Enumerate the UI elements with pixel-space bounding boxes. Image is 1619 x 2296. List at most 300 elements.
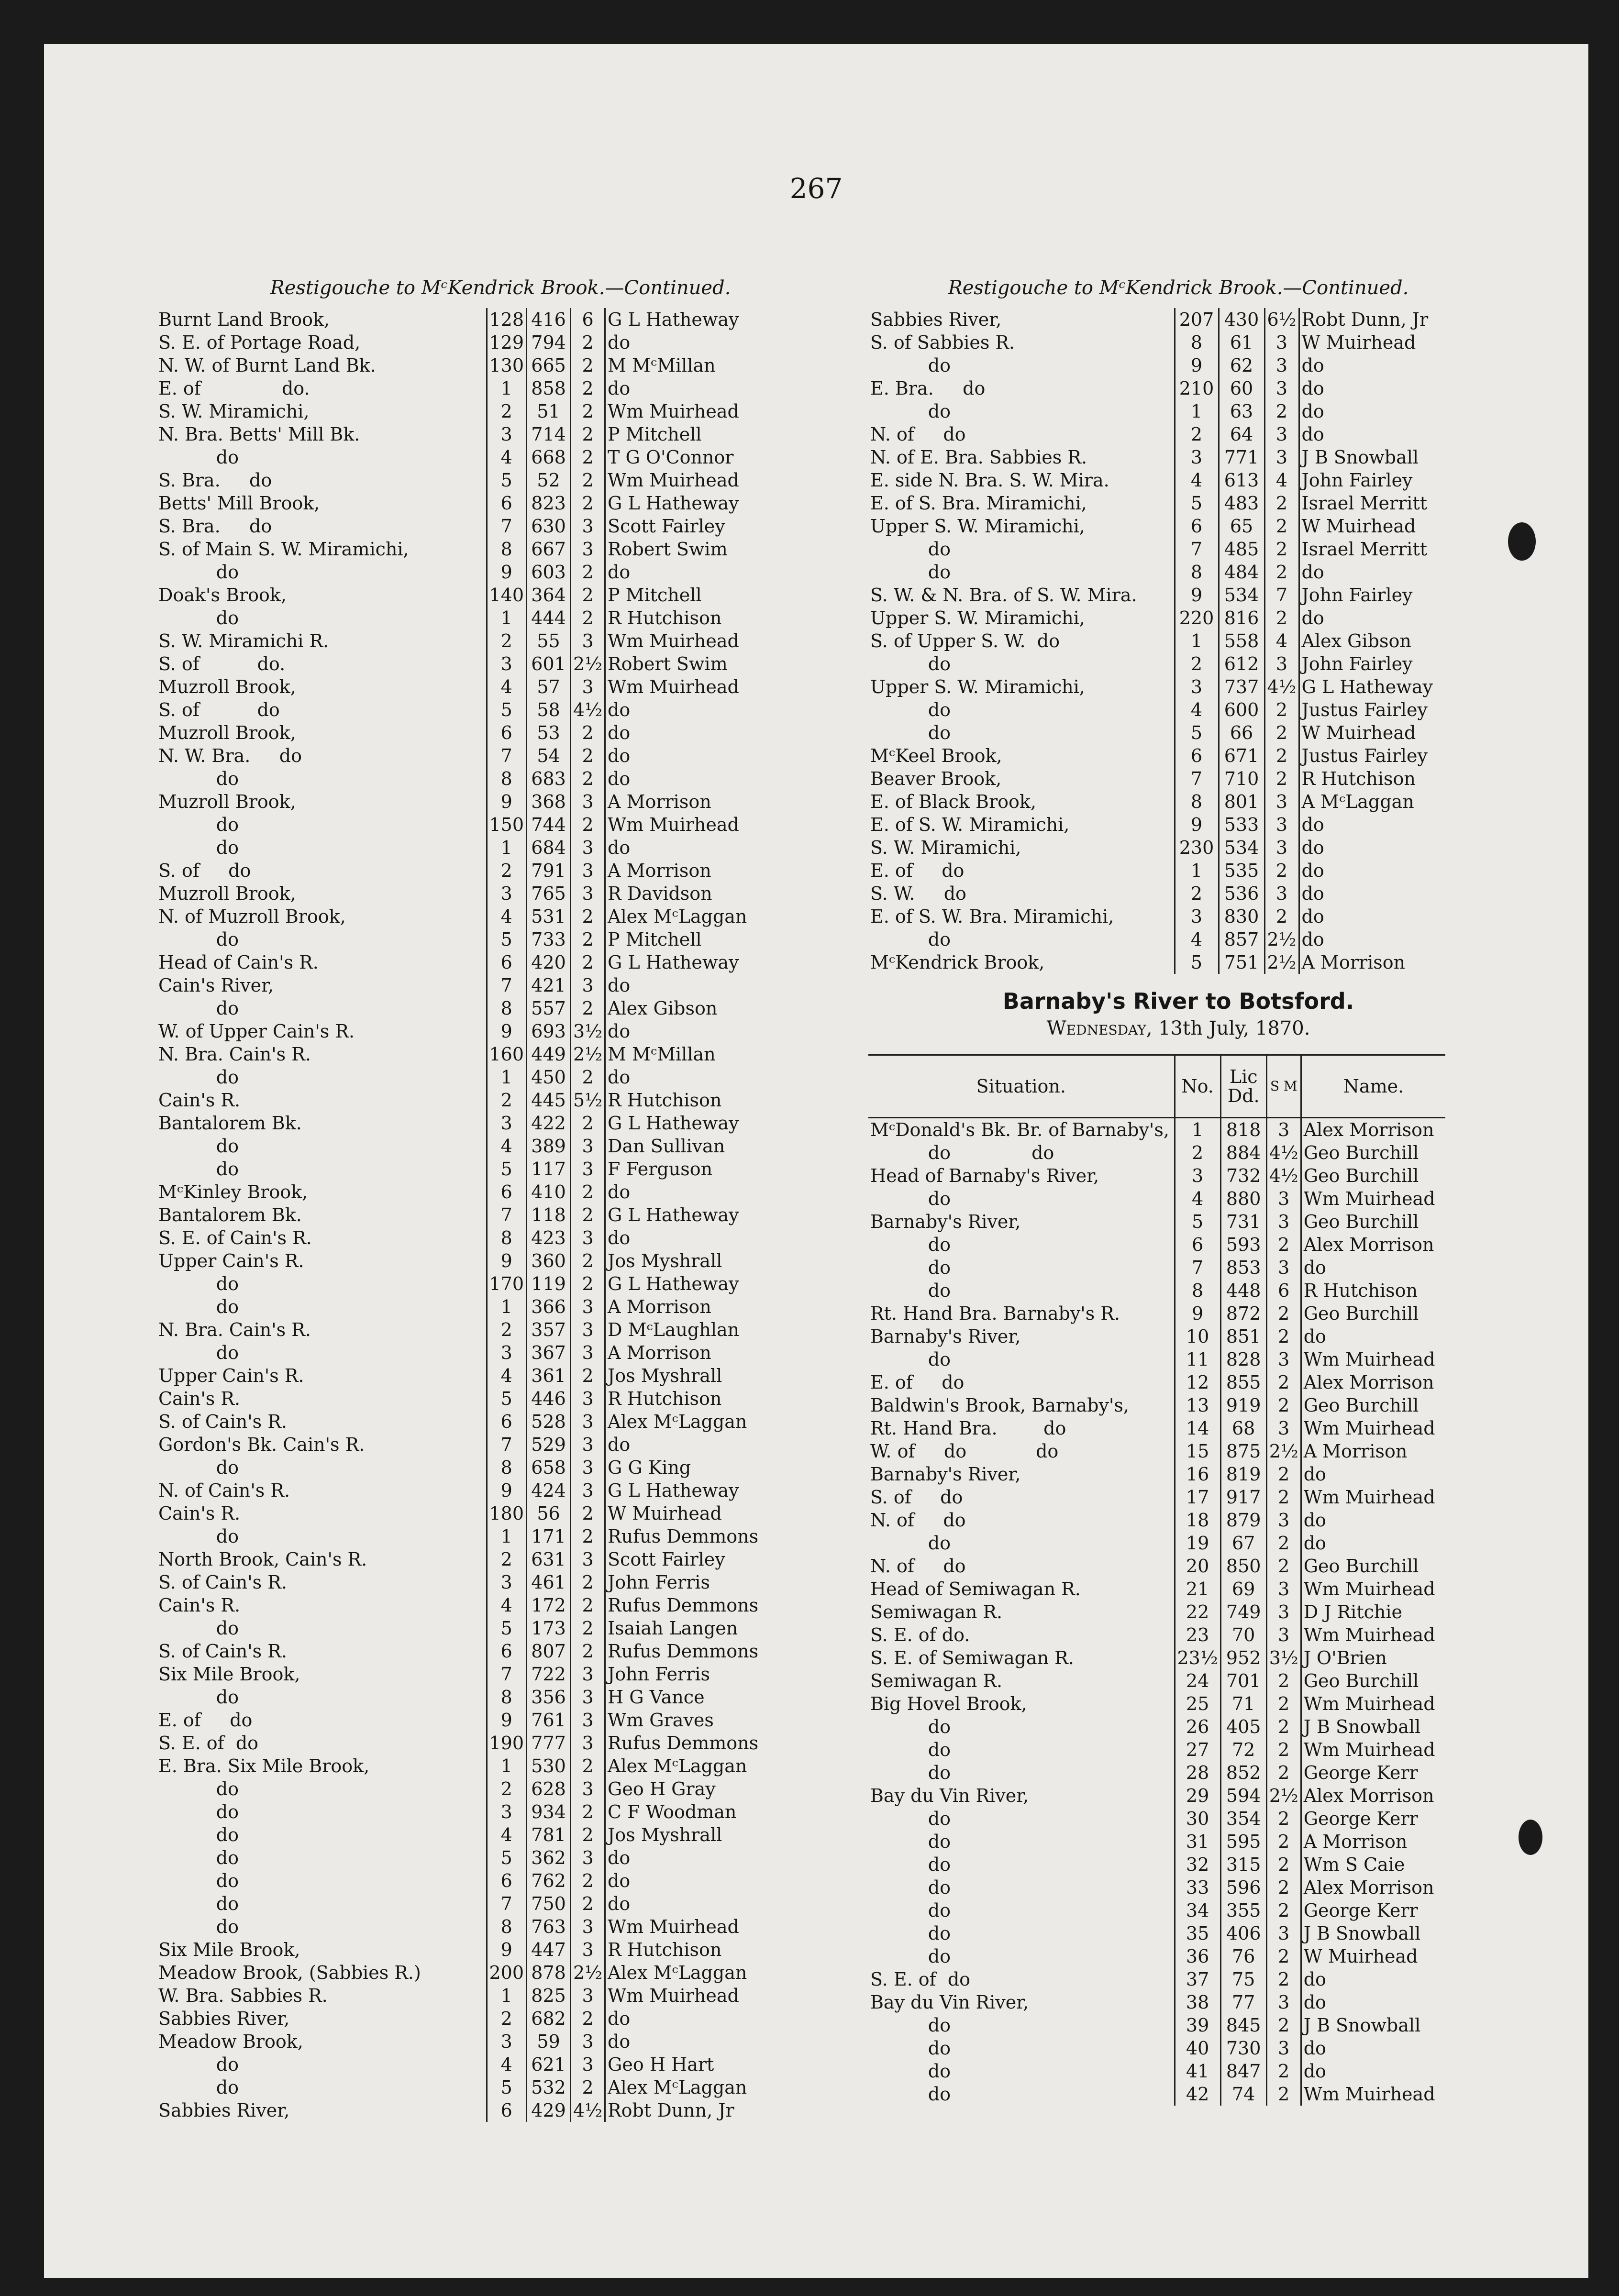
number-cell: 1: [1175, 629, 1219, 652]
situation-cell: do: [870, 1188, 951, 1209]
licence-cell: 354: [1220, 1807, 1266, 1830]
ink-blot-mark: [1508, 522, 1536, 561]
situation-cell: do: [158, 1870, 239, 1891]
situation-cell: S. Bra. do: [158, 470, 272, 491]
table-row: [156, 561, 760, 584]
number-cell: 3: [1175, 905, 1219, 928]
situation-cell: Gordon's Bk. Cain's R.: [158, 1434, 365, 1455]
number-cell: 3: [487, 882, 527, 905]
number-cell: 5: [1175, 492, 1219, 515]
number-cell: 8: [487, 1456, 527, 1479]
licence-cell: 668: [527, 446, 571, 469]
number-cell: 6: [487, 1869, 527, 1892]
licence-cell: 594: [1220, 1784, 1266, 1807]
number-cell: 1: [487, 1525, 527, 1548]
licensee-name-cell: do: [605, 721, 761, 744]
table-row: [156, 538, 760, 561]
sq-miles-cell: 2: [571, 1525, 605, 1548]
licence-cell: 423: [527, 1226, 571, 1249]
number-cell: 4: [487, 1594, 527, 1617]
table-row: [156, 1387, 760, 1410]
table-row: [156, 1915, 760, 1938]
number-cell: 1: [487, 377, 527, 400]
table-row: [868, 1715, 1445, 1738]
sq-miles-cell: 2: [571, 1594, 605, 1617]
licence-cell: 72: [1220, 1738, 1266, 1761]
sq-miles-cell: 2: [571, 377, 605, 400]
section-date-day: Wednesday: [1046, 1017, 1146, 1039]
situation-cell: Doak's Brook,: [158, 585, 287, 606]
number-cell: 7: [1175, 1256, 1220, 1279]
licensee-name-cell: do: [605, 1892, 761, 1915]
licensee-name-cell: Alex Gibson: [1299, 629, 1443, 652]
situation-cell: do: [158, 1916, 239, 1937]
licensee-name-cell: W Muirhead: [1299, 331, 1443, 354]
licensee-name-cell: do: [605, 767, 761, 790]
number-cell: 5: [487, 698, 527, 721]
left-table-body: [156, 308, 760, 2122]
sq-miles-cell: 3: [571, 1433, 605, 1456]
sq-miles-cell: 3: [571, 1479, 605, 1502]
table-row: [156, 629, 760, 652]
sq-miles-cell: 3: [571, 1295, 605, 1318]
licensee-name-cell: Rufus Demmons: [605, 1640, 761, 1663]
table-row: [868, 331, 1443, 354]
table-row: [156, 1226, 760, 1249]
table-row: [868, 1302, 1445, 1325]
table-row: [868, 1692, 1445, 1715]
table-row: [868, 698, 1443, 721]
situation-cell: do: [158, 2077, 239, 2098]
licence-cell: 595: [1220, 1830, 1266, 1853]
sq-miles-cell: 2: [1266, 1738, 1301, 1761]
licensee-name-cell: A Morrison: [1301, 1440, 1445, 1463]
licence-cell: 781: [527, 1823, 571, 1846]
number-cell: 10: [1175, 1325, 1220, 1348]
licence-cell: 853: [1220, 1256, 1266, 1279]
sq-miles-cell: 2: [1266, 1715, 1301, 1738]
licence-cell: 603: [527, 561, 571, 584]
header-lic-dd: Lic Dd.: [1220, 1055, 1266, 1118]
sq-miles-cell: 4½: [571, 698, 605, 721]
situation-cell: Cain's R.: [158, 1388, 241, 1409]
table-row: [868, 584, 1443, 607]
licence-cell: 819: [1220, 1463, 1266, 1486]
situation-cell: S. of do.: [158, 653, 286, 674]
licence-cell: 534: [1219, 584, 1264, 607]
sq-miles-cell: 3: [1266, 1623, 1301, 1646]
licensee-name-cell: C F Woodman: [605, 1800, 761, 1823]
table-row: [156, 652, 760, 675]
number-cell: 170: [487, 1272, 527, 1295]
sq-miles-cell: 3: [571, 836, 605, 859]
licence-cell: 528: [527, 1410, 571, 1433]
licensee-name-cell: Isaiah Langen: [605, 1617, 761, 1640]
sq-miles-cell: 3: [571, 1387, 605, 1410]
number-cell: 6: [1175, 1233, 1220, 1256]
sq-miles-cell: 2: [571, 997, 605, 1020]
sq-miles-cell: 2: [1264, 698, 1299, 721]
sq-miles-cell: 2: [571, 1892, 605, 1915]
licence-cell: 749: [1220, 1601, 1266, 1623]
sq-miles-cell: 2: [571, 1800, 605, 1823]
licensee-name-cell: Robt Dunn, Jr: [605, 2099, 761, 2122]
situation-cell: N. W. of Burnt Land Bk.: [158, 355, 376, 376]
number-cell: 7: [487, 1892, 527, 1915]
licensee-name-cell: Scott Fairley: [605, 1548, 761, 1571]
situation-cell: Six Mile Brook,: [158, 1939, 300, 1960]
licence-cell: 68: [1220, 1417, 1266, 1440]
licensee-name-cell: John Ferris: [605, 1571, 761, 1594]
number-cell: 4: [487, 1823, 527, 1846]
sq-miles-cell: 2: [571, 1571, 605, 1594]
sq-miles-cell: 2: [571, 354, 605, 377]
licensee-name-cell: Israel Merritt: [1299, 492, 1443, 515]
licensee-name-cell: Alex MᶜLaggan: [605, 1410, 761, 1433]
number-cell: 5: [487, 1387, 527, 1410]
licence-cell: 825: [527, 1984, 571, 2007]
table-row: [868, 1876, 1445, 1899]
licensee-name-cell: do: [1301, 1325, 1445, 1348]
licence-cell: 60: [1219, 377, 1264, 400]
licensee-name-cell: Wm Muirhead: [605, 629, 761, 652]
licensee-name-cell: George Kerr: [1301, 1761, 1445, 1784]
table-row: [156, 1571, 760, 1594]
licensee-name-cell: Alex Morrison: [1301, 1876, 1445, 1899]
document-page: [44, 44, 1588, 2278]
licence-cell: 823: [527, 492, 571, 515]
situation-cell: do: [158, 607, 239, 629]
sq-miles-cell: 3: [1266, 1578, 1301, 1601]
sq-miles-cell: 3: [571, 1410, 605, 1433]
number-cell: 8: [487, 1686, 527, 1709]
licence-cell: 934: [527, 1800, 571, 1823]
licensee-name-cell: do: [1301, 1532, 1445, 1555]
sq-miles-cell: 2: [1266, 2083, 1301, 2106]
licensee-name-cell: G L Hatheway: [605, 1272, 761, 1295]
licence-cell: 424: [527, 1479, 571, 1502]
licence-cell: 852: [1220, 1761, 1266, 1784]
table-row: [868, 629, 1443, 652]
licence-cell: 857: [1219, 928, 1264, 951]
licensee-name-cell: do: [1299, 354, 1443, 377]
header-name: Name.: [1301, 1055, 1445, 1118]
licensee-name-cell: R Hutchison: [1301, 1279, 1445, 1302]
situation-cell: do: [158, 1801, 239, 1822]
sq-miles-cell: 2: [571, 2076, 605, 2099]
licensee-name-cell: H G Vance: [605, 1686, 761, 1709]
licence-cell: 880: [1220, 1187, 1266, 1210]
number-cell: 38: [1175, 1991, 1220, 2014]
number-cell: 160: [487, 1043, 527, 1066]
number-cell: 8: [487, 997, 527, 1020]
sq-miles-cell: 3: [1264, 790, 1299, 813]
licence-cell: 529: [527, 1433, 571, 1456]
table-row: [868, 2060, 1445, 2083]
table-row: [156, 928, 760, 951]
number-cell: 20: [1175, 1555, 1220, 1578]
sq-miles-cell: 4½: [1264, 675, 1299, 698]
number-cell: 7: [487, 974, 527, 997]
number-cell: 19: [1175, 1532, 1220, 1555]
table-row: [156, 1112, 760, 1135]
licensee-name-cell: Jos Myshrall: [605, 1823, 761, 1846]
situation-cell: Bay du Vin River,: [870, 1785, 1029, 1806]
licensee-name-cell: Wm Muirhead: [1301, 1417, 1445, 1440]
situation-cell: do: [870, 1257, 951, 1278]
sq-miles-cell: 3: [1264, 354, 1299, 377]
table-row: [868, 951, 1443, 974]
licensee-name-cell: Geo Burchill: [1301, 1210, 1445, 1233]
sq-miles-cell: 2: [571, 1203, 605, 1226]
section-title-barnabys: Barnaby's River to Botsford.: [1002, 988, 1354, 1014]
sq-miles-cell: 2: [1264, 744, 1299, 767]
situation-cell: do: [158, 1136, 239, 1157]
licensee-name-cell: John Fairley: [1299, 469, 1443, 492]
table-row: [156, 836, 760, 859]
table-row: [868, 1279, 1445, 1302]
licence-cell: 56: [527, 1502, 571, 1525]
situation-cell: do: [158, 1526, 239, 1547]
sq-miles-cell: 2: [1264, 767, 1299, 790]
licensee-name-cell: do: [1299, 882, 1443, 905]
table-row: [156, 1548, 760, 1571]
table-row: [156, 469, 760, 492]
table-row: [156, 1272, 760, 1295]
number-cell: 2: [487, 1777, 527, 1800]
licensee-name-cell: Geo H Hart: [605, 2053, 761, 2076]
table-row: [156, 1755, 760, 1777]
situation-cell: S. of do: [158, 699, 280, 720]
licensee-name-cell: Wm Muirhead: [1301, 1486, 1445, 1509]
licensee-name-cell: do: [1299, 561, 1443, 584]
table-row: [156, 1617, 760, 1640]
table-row: [868, 1141, 1445, 1164]
sq-miles-cell: 2: [571, 744, 605, 767]
licensee-name-cell: Alex MᶜLaggan: [605, 2076, 761, 2099]
situation-cell: Barnaby's River,: [870, 1326, 1021, 1347]
situation-cell: do: [870, 401, 951, 422]
licensee-name-cell: G L Hatheway: [1299, 675, 1443, 698]
number-cell: 24: [1175, 1669, 1220, 1692]
licensee-name-cell: G G King: [605, 1456, 761, 1479]
sq-miles-cell: 3: [1266, 1417, 1301, 1440]
sq-miles-cell: 3: [571, 1732, 605, 1755]
licensee-name-cell: G L Hatheway: [605, 951, 761, 974]
licensee-name-cell: A Morrison: [605, 1341, 761, 1364]
licence-cell: 69: [1220, 1578, 1266, 1601]
sq-miles-cell: 3: [1266, 1991, 1301, 2014]
sq-miles-cell: 2: [571, 400, 605, 423]
sq-miles-cell: 3: [1266, 1187, 1301, 1210]
number-cell: 4: [487, 905, 527, 928]
sq-miles-cell: 2: [571, 423, 605, 446]
licensee-name-cell: do: [605, 744, 761, 767]
number-cell: 3: [1175, 675, 1219, 698]
table-row: [868, 1991, 1445, 2014]
situation-cell: do: [870, 1854, 951, 1875]
table-row: [156, 744, 760, 767]
table-row: [868, 377, 1443, 400]
licence-cell: 483: [1219, 492, 1264, 515]
sq-miles-cell: 2: [1266, 1463, 1301, 1486]
licensee-name-cell: do: [1301, 1991, 1445, 2014]
licensee-name-cell: A Morrison: [605, 790, 761, 813]
table-row: [868, 423, 1443, 446]
licence-cell: 830: [1219, 905, 1264, 928]
number-cell: 9: [1175, 584, 1219, 607]
licensee-name-cell: Wm Muirhead: [605, 675, 761, 698]
number-cell: 3: [1175, 446, 1219, 469]
number-cell: 7: [1175, 767, 1219, 790]
licence-cell: 878: [527, 1961, 571, 1984]
licence-cell: 54: [527, 744, 571, 767]
sq-miles-cell: 3: [1264, 377, 1299, 400]
situation-cell: Bantalorem Bk.: [158, 1113, 302, 1134]
licence-cell: 484: [1219, 561, 1264, 584]
sq-miles-cell: 2: [571, 1502, 605, 1525]
number-cell: 220: [1175, 607, 1219, 629]
number-cell: 9: [487, 1479, 527, 1502]
situation-cell: do: [158, 1847, 239, 1868]
sq-miles-cell: 3: [1266, 1118, 1301, 1142]
situation-cell: do: [870, 539, 951, 560]
licence-cell: 593: [1220, 1233, 1266, 1256]
situation-cell: N. Bra. Betts' Mill Bk.: [158, 424, 360, 445]
situation-cell: Muzroll Brook,: [158, 676, 296, 697]
number-cell: 7: [487, 744, 527, 767]
situation-cell: E. of do.: [158, 378, 310, 399]
table-row: [156, 331, 760, 354]
licence-cell: 818: [1220, 1118, 1266, 1142]
licence-cell: 855: [1220, 1371, 1266, 1394]
table-row: [156, 1456, 760, 1479]
licensee-name-cell: do: [605, 377, 761, 400]
sq-miles-cell: 2: [571, 1249, 605, 1272]
licence-cell: 858: [527, 377, 571, 400]
situation-cell: Muzroll Brook,: [158, 883, 296, 904]
sq-miles-cell: 3: [571, 675, 605, 698]
barnabys-licence-table: [868, 1054, 1445, 2106]
table-row: [156, 2076, 760, 2099]
table-row: [868, 492, 1443, 515]
situation-cell: MᶜDonald's Bk. Br. of Barnaby's,: [870, 1119, 1169, 1140]
licensee-name-cell: do: [605, 1020, 761, 1043]
licensee-name-cell: do: [605, 1433, 761, 1456]
licensee-name-cell: A Morrison: [1301, 1830, 1445, 1853]
situation-cell: do: [158, 1342, 239, 1363]
licence-cell: 534: [1219, 836, 1264, 859]
licence-cell: 850: [1220, 1555, 1266, 1578]
sq-miles-cell: 2: [571, 1869, 605, 1892]
number-cell: 2: [1175, 652, 1219, 675]
sq-miles-cell: 2: [1266, 1853, 1301, 1876]
licence-cell: 701: [1220, 1669, 1266, 1692]
sq-miles-cell: 3: [571, 2053, 605, 2076]
table-row: [156, 1158, 760, 1181]
licence-cell: 665: [527, 354, 571, 377]
right-column: [868, 274, 1488, 2106]
licensee-name-cell: W Muirhead: [605, 1502, 761, 1525]
number-cell: 7: [487, 1433, 527, 1456]
table-row: [156, 859, 760, 882]
number-cell: 5: [1175, 951, 1219, 974]
table-row: [868, 859, 1443, 882]
licensee-name-cell: F Ferguson: [605, 1158, 761, 1181]
licence-cell: 52: [527, 469, 571, 492]
sq-miles-cell: 3: [1264, 331, 1299, 354]
licence-cell: 684: [527, 836, 571, 859]
sq-miles-cell: 2½: [571, 652, 605, 675]
table-row: [156, 2099, 760, 2122]
number-cell: 18: [1175, 1509, 1220, 1532]
sq-miles-cell: 2: [571, 1364, 605, 1387]
licence-cell: 531: [527, 905, 571, 928]
sq-miles-cell: 6: [571, 308, 605, 331]
number-cell: 3: [487, 1800, 527, 1823]
sq-miles-cell: 2: [571, 951, 605, 974]
situation-cell: do: [870, 2015, 951, 2036]
sq-miles-cell: 2: [1266, 1899, 1301, 1922]
sq-miles-cell: 2: [1266, 1302, 1301, 1325]
sq-miles-cell: 3: [571, 1938, 605, 1961]
licence-cell: 628: [527, 1777, 571, 1800]
situation-cell: Cain's River,: [158, 975, 274, 996]
sq-miles-cell: 3: [1264, 446, 1299, 469]
licensee-name-cell: do: [1299, 423, 1443, 446]
licence-cell: 406: [1220, 1922, 1266, 1945]
licence-cell: 51: [527, 400, 571, 423]
sq-miles-cell: 2: [571, 1617, 605, 1640]
licensee-name-cell: Wm Muirhead: [1301, 1738, 1445, 1761]
number-cell: 190: [487, 1732, 527, 1755]
sq-miles-cell: 2½: [1266, 1440, 1301, 1463]
sq-miles-cell: 3: [571, 1846, 605, 1869]
situation-cell: N. Bra. Cain's R.: [158, 1319, 311, 1340]
table-row: [868, 1669, 1445, 1692]
situation-cell: North Brook, Cain's R.: [158, 1549, 367, 1570]
table-row: [868, 1968, 1445, 1991]
table-row: [156, 1846, 760, 1869]
licensee-name-cell: do: [605, 1181, 761, 1203]
sq-miles-cell: 3: [571, 515, 605, 538]
table-row: [156, 1181, 760, 1203]
situation-cell: E. side N. Bra. S. W. Mira.: [870, 470, 1109, 491]
situation-cell: Burnt Land Brook,: [158, 309, 330, 330]
licensee-name-cell: Wm Muirhead: [605, 813, 761, 836]
licence-cell: 732: [1220, 1164, 1266, 1187]
licence-cell: 762: [527, 1869, 571, 1892]
situation-cell: S. E. of Cain's R.: [158, 1227, 312, 1248]
number-cell: 2: [487, 859, 527, 882]
situation-cell: do: [158, 1457, 239, 1478]
licence-cell: 530: [527, 1755, 571, 1777]
number-cell: 1: [1175, 859, 1219, 882]
licence-cell: 66: [1219, 721, 1264, 744]
number-cell: 6: [487, 1640, 527, 1663]
licence-cell: 794: [527, 331, 571, 354]
licence-cell: 630: [527, 515, 571, 538]
licence-cell: 596: [1220, 1876, 1266, 1899]
licensee-name-cell: D J Ritchie: [1301, 1601, 1445, 1623]
situation-cell: E. of S. W. Miramichi,: [870, 814, 1070, 835]
sq-miles-cell: 2: [571, 1823, 605, 1846]
sq-miles-cell: 2: [571, 492, 605, 515]
table-row: [868, 905, 1443, 928]
number-cell: 9: [487, 1709, 527, 1732]
number-cell: 129: [487, 331, 527, 354]
sq-miles-cell: 2: [1266, 1371, 1301, 1394]
